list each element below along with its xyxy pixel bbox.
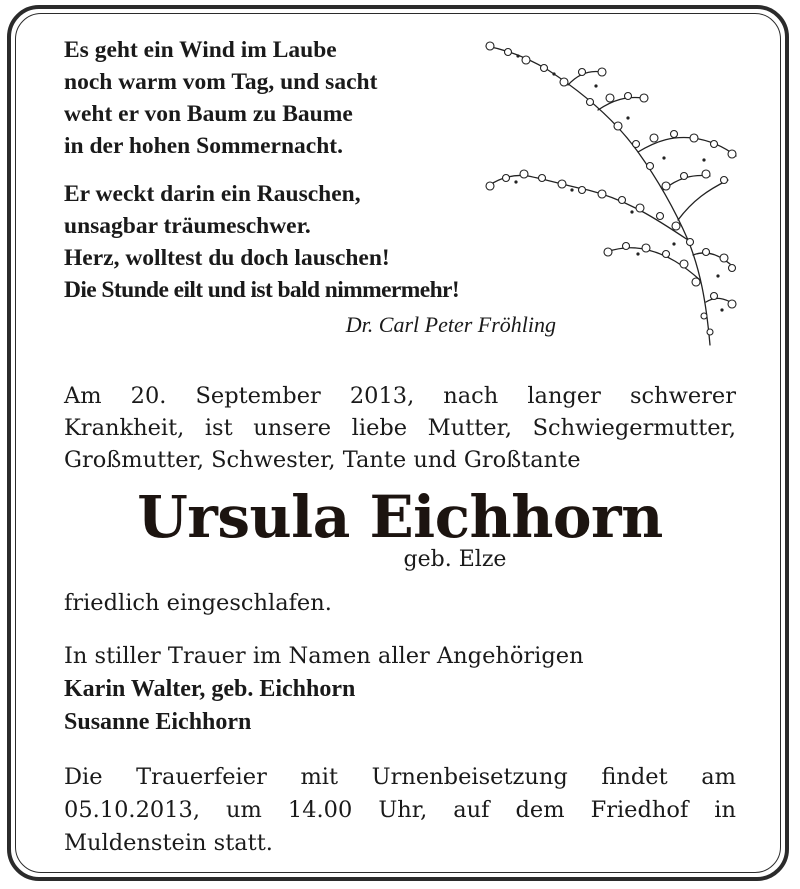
mourner-name: Karin Walter, geb. Eichhorn bbox=[64, 676, 356, 702]
birth-name: geb. Elze bbox=[403, 547, 507, 572]
poem-line: Die Stunde eilt und ist bald nimmermehr! bbox=[64, 277, 460, 303]
funeral-info bbox=[64, 761, 736, 860]
poem-stanza-1 bbox=[64, 34, 736, 162]
poem-author: Dr. Carl Peter Fröhling bbox=[345, 312, 556, 337]
announcement-intro bbox=[64, 380, 736, 476]
deceased-name: Ursula Eichhorn bbox=[137, 483, 663, 551]
intro-line: Großmutter, Schwester, Tante und Großtante bbox=[64, 447, 581, 473]
poem-line: Er weckt darin ein Rauschen, bbox=[64, 181, 361, 207]
poem-stanza-2 bbox=[64, 178, 736, 306]
poem-line: weht er von Baum zu Baume bbox=[64, 101, 353, 127]
poem-line: unsagbar träumeschwer. bbox=[64, 213, 311, 239]
passed-text: friedlich eingeschlafen. bbox=[64, 590, 332, 616]
poem-line: Es geht ein Wind im Laube bbox=[64, 37, 337, 63]
intro-line: Krankheit, ist unsere liebe Mutter, Schwiegermutter, bbox=[64, 415, 736, 441]
funeral-line: 05.10.2013, um 14.00 Uhr, auf dem Friedhof in bbox=[64, 797, 736, 823]
obituary-content bbox=[64, 34, 736, 860]
poem-line: Herz, wolltest du doch lauschen! bbox=[64, 245, 390, 271]
funeral-line: Muldenstein statt. bbox=[64, 830, 273, 856]
poem-line: in der hohen Sommernacht. bbox=[64, 133, 343, 159]
poem-line: noch warm vom Tag, und sacht bbox=[64, 69, 378, 95]
funeral-line: Die Trauerfeier mit Urnenbeisetzung findet am bbox=[64, 764, 736, 790]
mourners-intro: In stiller Trauer im Namen aller Angehörigen bbox=[64, 643, 584, 669]
intro-line: Am 20. September 2013, nach langer schwerer bbox=[64, 383, 736, 409]
mourners-block bbox=[64, 640, 736, 739]
poem bbox=[64, 34, 736, 306]
mourner-name: Susanne Eichhorn bbox=[64, 709, 252, 735]
